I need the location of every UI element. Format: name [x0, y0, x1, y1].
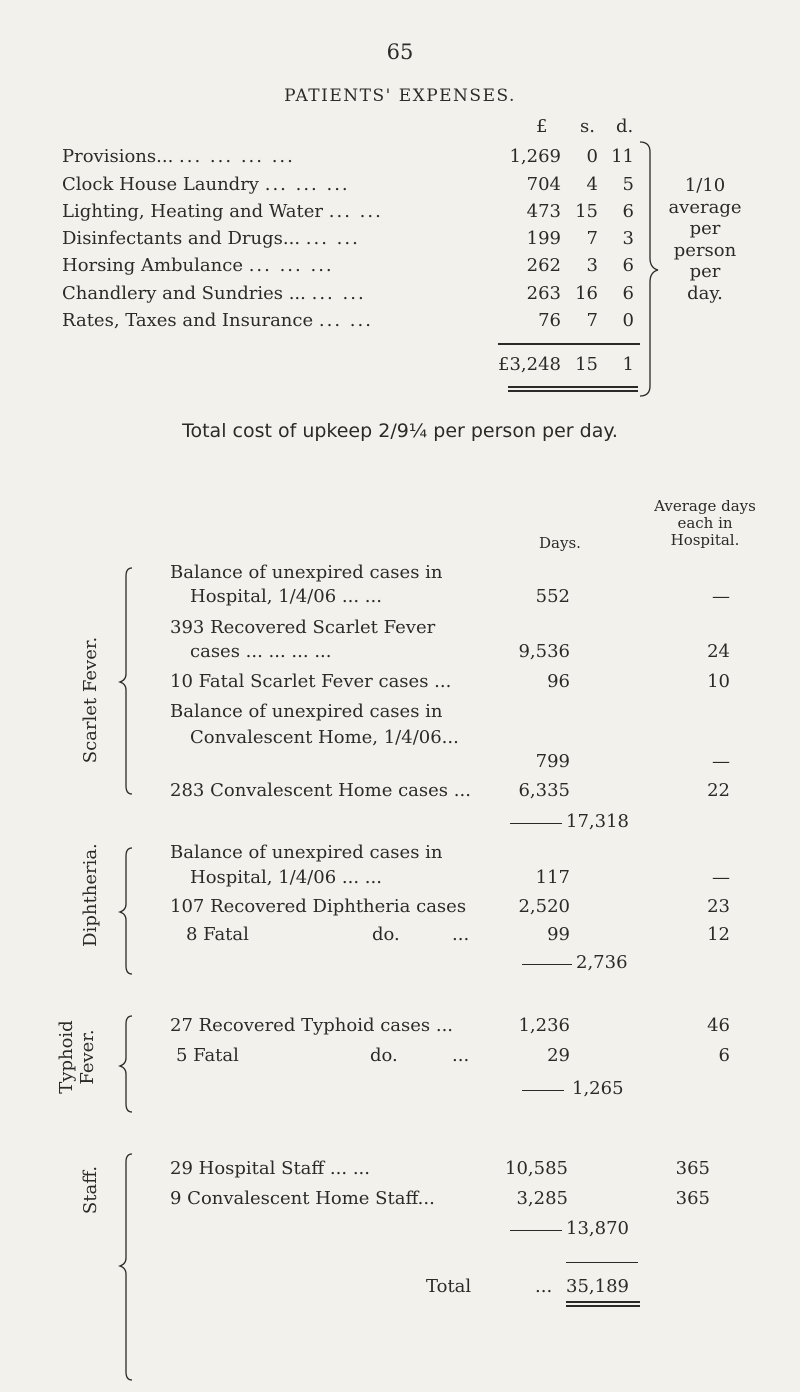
group-label: Diphtheria.: [80, 843, 101, 947]
days-header: Days.: [539, 534, 581, 552]
pence-header: d.: [616, 116, 634, 137]
subtotal-value: 13,870: [566, 1218, 629, 1239]
expense-shillings: 15: [575, 201, 598, 222]
expense-shillings: 4: [586, 174, 598, 195]
avg-value: —: [712, 751, 730, 772]
group-label: Typhoid Fever.: [56, 1020, 98, 1094]
expense-shillings: 16: [575, 283, 598, 304]
ditto-mark: do.: [370, 1045, 398, 1066]
avg-value: 23: [707, 896, 730, 917]
avg-value: 22: [707, 780, 730, 801]
sum-rule: [498, 343, 640, 345]
sum-rule: [566, 1262, 638, 1263]
section-title: PATIENTS' EXPENSES.: [284, 86, 516, 106]
row-label: Balance of unexpired cases in: [170, 562, 443, 583]
row-label: 283 Convalescent Home cases ...: [170, 780, 471, 801]
row-label: 9 Convalescent Home Staff...: [170, 1188, 435, 1209]
avg-value: —: [712, 867, 730, 888]
expense-shillings: 7: [586, 310, 598, 331]
row-label: Balance of unexpired cases in: [170, 701, 443, 722]
subtotal-value: 1,265: [572, 1078, 624, 1099]
days-value: 6,335: [518, 780, 570, 801]
grand-total-label: Total: [426, 1276, 472, 1297]
dot-leader: ...: [452, 1045, 470, 1066]
expense-shillings: 0: [586, 146, 598, 167]
shillings-header: s.: [580, 116, 595, 137]
expense-pence: 6: [622, 283, 634, 304]
group-brace: [114, 1152, 138, 1382]
row-label: Hospital, 1/4/06 ... ...: [190, 586, 382, 607]
double-rule: [508, 386, 638, 388]
expense-row-label: Chandlery and Sundries ... ... ...: [62, 283, 366, 304]
group-brace: [114, 1014, 138, 1114]
avg-value: 10: [707, 671, 730, 692]
expense-pounds: 704: [526, 174, 561, 195]
expense-pounds: 1,269: [509, 146, 561, 167]
expense-shillings: 7: [586, 228, 598, 249]
expense-total-pence: 1: [622, 354, 634, 375]
days-value: 3,285: [516, 1188, 568, 1209]
days-value: 2,520: [518, 896, 570, 917]
subtotal-value: 2,736: [576, 952, 628, 973]
row-label: 5 Fatal: [176, 1045, 239, 1066]
expense-pounds: 473: [526, 201, 561, 222]
row-label: 27 Recovered Typhoid cases ...: [170, 1015, 454, 1036]
days-value: 117: [535, 867, 570, 888]
dash-rule: [522, 1090, 564, 1091]
row-label: Convalescent Home, 1/4/06...: [190, 727, 459, 748]
double-rule: [566, 1301, 640, 1303]
avg-value: 365: [675, 1188, 710, 1209]
expense-pence: 6: [622, 201, 634, 222]
expense-brace: [636, 140, 666, 400]
expense-note: 1/10 average per person per day.: [668, 175, 742, 304]
expense-row-label: Clock House Laundry ... ... ...: [62, 174, 350, 195]
expense-pence: 0: [622, 310, 634, 331]
double-rule: [566, 1305, 640, 1307]
grand-total-value: 35,189: [566, 1276, 629, 1297]
expense-pounds: 263: [526, 283, 561, 304]
row-label: Balance of unexpired cases in: [170, 842, 443, 863]
expense-row-label: Lighting, Heating and Water ... ...: [62, 201, 383, 222]
avg-value: 24: [707, 641, 730, 662]
avg-value: —: [712, 586, 730, 607]
row-label: 8 Fatal: [186, 924, 249, 945]
row-label: 393 Recovered Scarlet Fever: [170, 617, 436, 638]
days-value: 9,536: [518, 641, 570, 662]
group-brace: [114, 846, 138, 976]
row-label: cases ... ... ... ...: [190, 641, 332, 662]
dash-rule: [522, 964, 572, 965]
row-label: 107 Recovered Diphtheria cases: [170, 896, 467, 917]
expense-row-label: Rates, Taxes and Insurance ... ...: [62, 310, 373, 331]
avg-value: 46: [707, 1015, 730, 1036]
row-label: 10 Fatal Scarlet Fever cases ...: [170, 671, 452, 692]
days-value: 552: [535, 586, 570, 607]
double-rule: [508, 390, 638, 392]
ditto-mark: do.: [372, 924, 400, 945]
upkeep-cost-line: Total cost of upkeep 2/9¼ per person per day.: [182, 420, 618, 442]
expense-pounds: 262: [526, 255, 561, 276]
expense-pence: 3: [622, 228, 634, 249]
dot-leader: ...: [452, 924, 470, 945]
days-value: 799: [535, 751, 570, 772]
row-label: 29 Hospital Staff ... ...: [170, 1158, 370, 1179]
expense-total-shillings: 15: [575, 354, 598, 375]
group-brace: [114, 566, 138, 796]
days-value: 96: [547, 671, 570, 692]
expense-pence: 6: [622, 255, 634, 276]
avg-value: 12: [707, 924, 730, 945]
pounds-header: £: [536, 116, 548, 137]
expense-shillings: 3: [586, 255, 598, 276]
expense-pence: 5: [622, 174, 634, 195]
days-value: 99: [547, 924, 570, 945]
dash-rule: [510, 1230, 562, 1231]
days-value: 10,585: [505, 1158, 568, 1179]
average-days-header: Average days each in Hospital.: [654, 497, 756, 549]
expense-row-label: Provisions... ... ... ... ...: [62, 146, 295, 167]
group-label: Staff.: [80, 1165, 101, 1215]
dot-leader: ...: [535, 1276, 553, 1297]
page-number: 65: [386, 40, 414, 64]
expense-pounds: 199: [526, 228, 561, 249]
expense-row-label: Disinfectants and Drugs... ... ...: [62, 228, 360, 249]
expense-total-pounds: £3,248: [498, 354, 561, 375]
days-value: 29: [547, 1045, 570, 1066]
avg-value: 365: [675, 1158, 710, 1179]
avg-value: 6: [718, 1045, 730, 1066]
dash-rule: [510, 823, 562, 824]
group-label: Scarlet Fever.: [80, 636, 101, 764]
days-value: 1,236: [518, 1015, 570, 1036]
row-label: Hospital, 1/4/06 ... ...: [190, 867, 382, 888]
expense-pounds: 76: [538, 310, 561, 331]
expense-row-label: Horsing Ambulance ... ... ...: [62, 255, 334, 276]
subtotal-value: 17,318: [566, 811, 629, 832]
expense-pence: 11: [611, 146, 634, 167]
